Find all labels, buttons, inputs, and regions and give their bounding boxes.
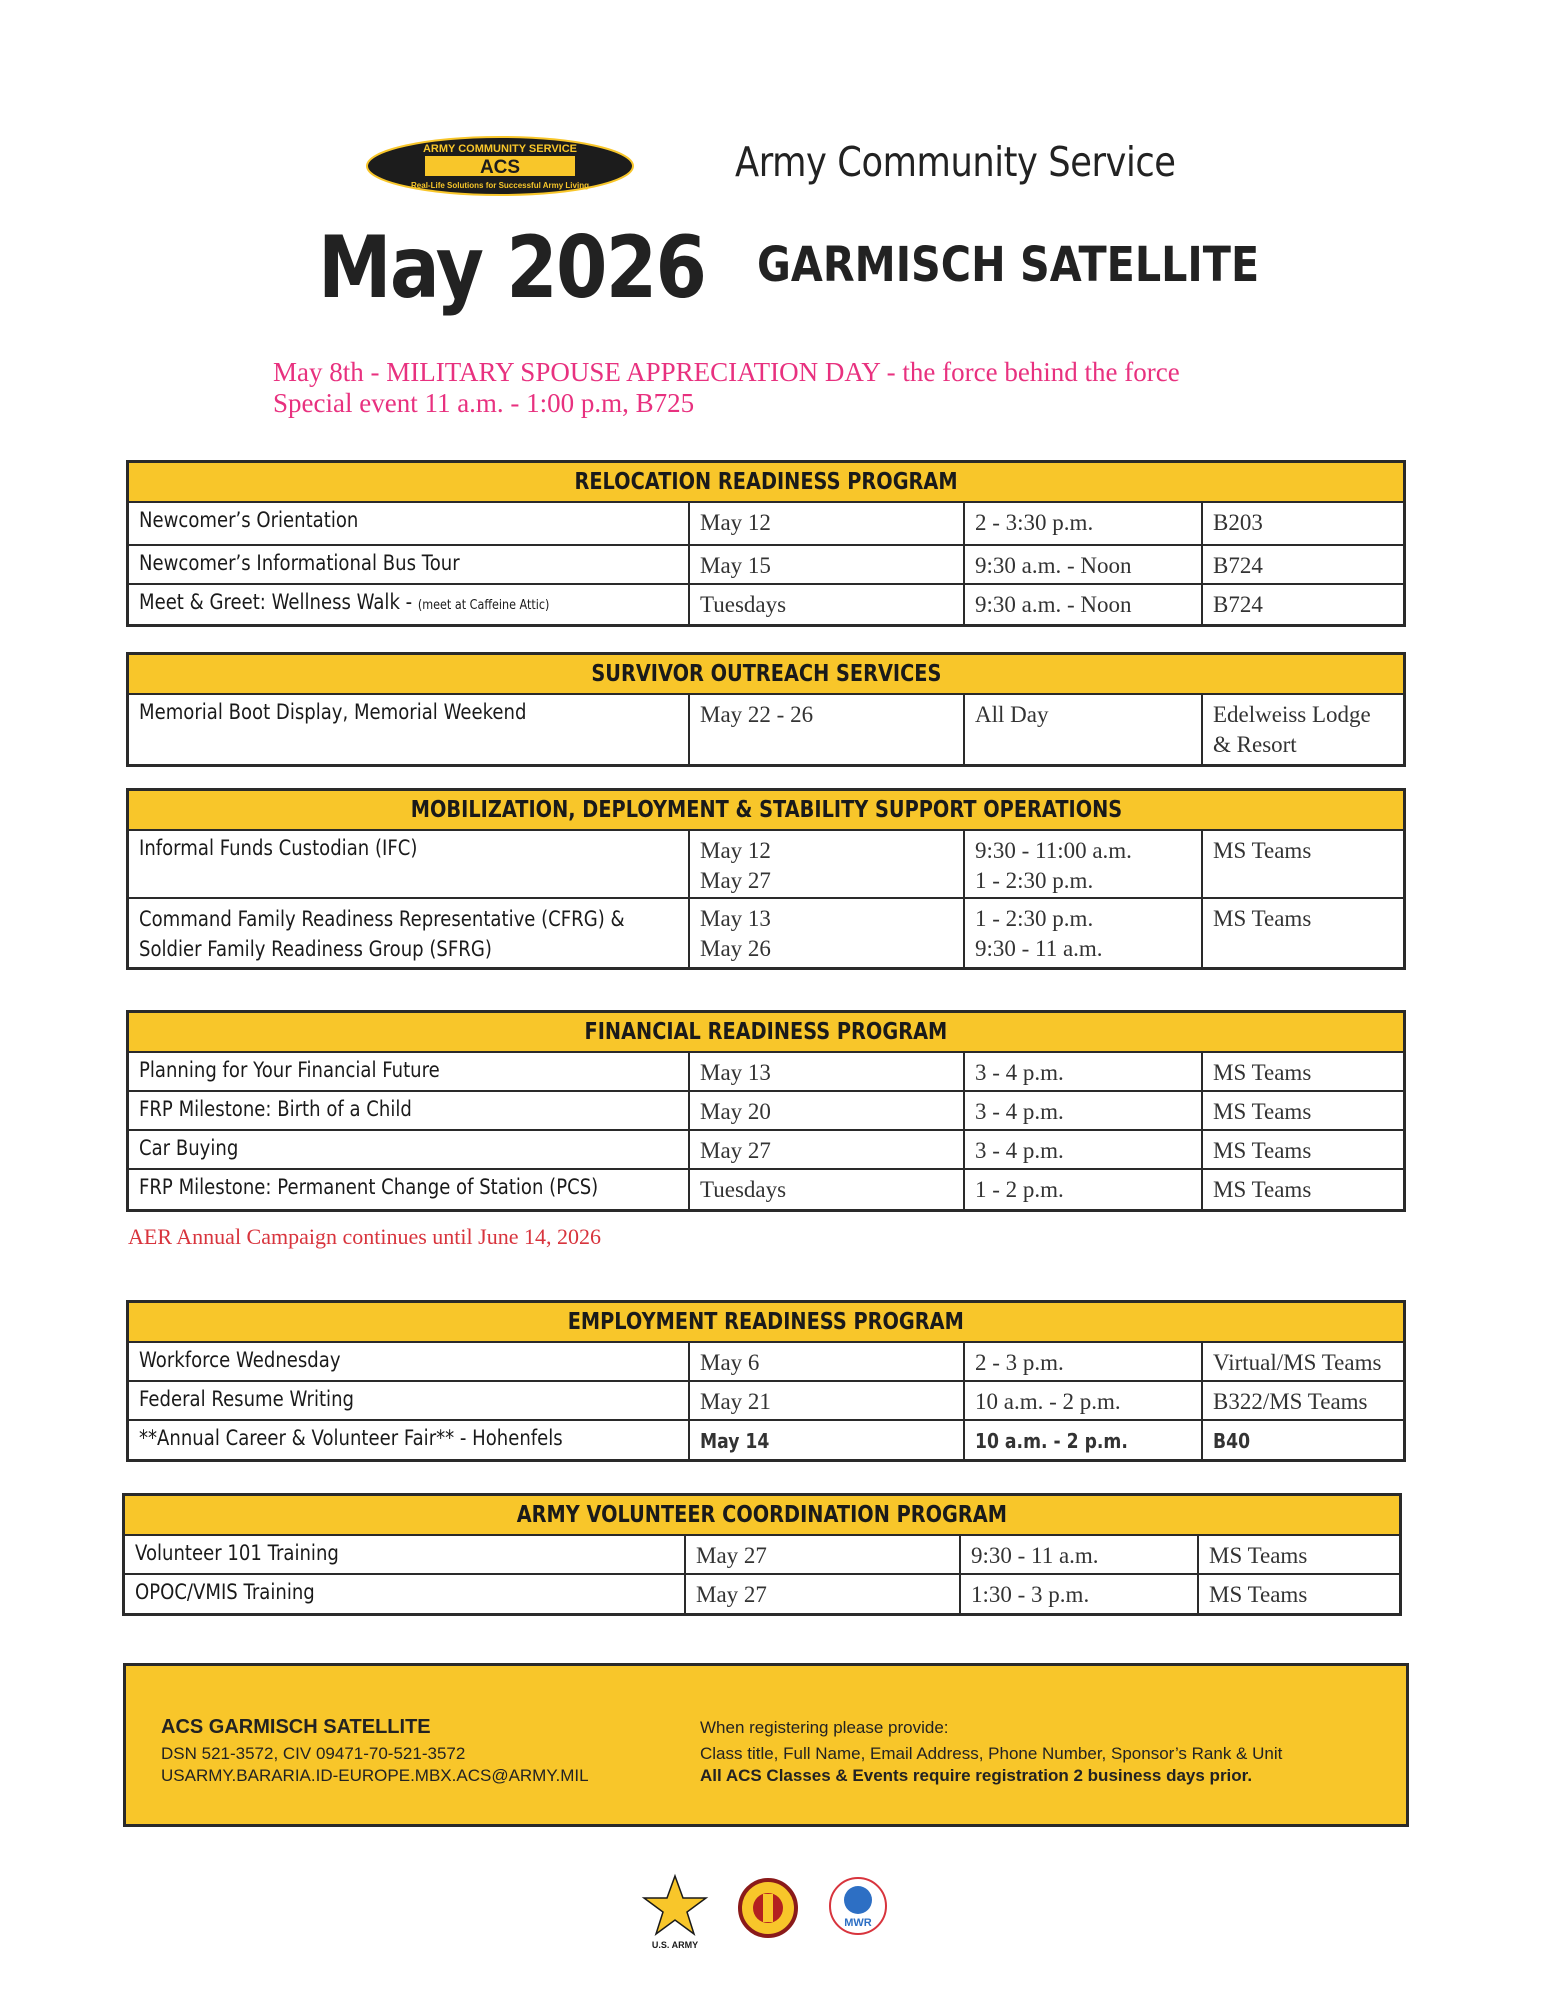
employment-section (126, 1300, 1406, 1462)
time-cell: 3 - 4 p.m. (965, 1053, 1203, 1090)
event-name-note: (meet at Caffeine Attic) (417, 598, 550, 613)
volunteer-section (122, 1493, 1402, 1616)
event-name-cell: Car Buying (129, 1131, 690, 1168)
location-cell: MS Teams (1209, 1582, 1308, 1607)
time-cell: 2 - 3 p.m. (965, 1343, 1203, 1380)
survivor-section (126, 652, 1406, 767)
announcement-line-1: May 8th - MILITARY SPOUSE APPRECIATION DAY - the force behind the force (273, 357, 1180, 387)
event-name-cell: Newcomer’s Informational Bus Tour (129, 546, 690, 583)
location-cell: MS Teams (1213, 906, 1312, 931)
event-name-cell: Newcomer’s Orientation (129, 503, 690, 544)
time-cell: 1:30 - 3 p.m. (961, 1575, 1199, 1613)
date-cell: Tuesdays (690, 585, 965, 624)
date-cell: Tuesdays (690, 1170, 965, 1209)
table-row (125, 1575, 1399, 1613)
time-cell: 10 a.m. - 2 p.m. (965, 1421, 1203, 1459)
event-name-cell: Volunteer 101 Training (125, 1536, 686, 1573)
location-cell: MS Teams (1213, 838, 1312, 863)
date-cell: May 22 - 26 (690, 695, 965, 764)
date-cell: May 15 (690, 546, 965, 583)
table-row (129, 585, 1403, 624)
event-name-cell: Meet & Greet: Wellness Walk - (meet at Caffeine Attic) (129, 585, 690, 624)
time-cell: 9:30 a.m. - Noon (965, 585, 1203, 624)
site-title: GARMISCH SATELLITE (757, 237, 1260, 293)
org-title: Army Community Service (735, 138, 1176, 186)
bottom-logos (640, 1870, 910, 1950)
logo-top-text: ARMY COMMUNITY SERVICE (422, 143, 578, 155)
event-name-cell: Memorial Boot Display, Memorial Weekend (129, 695, 690, 764)
acs-logo (365, 135, 635, 197)
event-name-cell: **Annual Career & Volunteer Fair** - Hohenfels (129, 1421, 690, 1459)
table-row (125, 1536, 1399, 1575)
event-name-cell: FRP Milestone: Permanent Change of Station (PCS) (129, 1170, 690, 1209)
date-cell: May 27 (686, 1536, 961, 1573)
date-cell: May 14 (690, 1421, 965, 1459)
date-cell: May 12 (690, 503, 965, 544)
footer-register-label: When registering please provide: (700, 1718, 949, 1737)
location-cell: Virtual/MS Teams (1213, 1350, 1382, 1375)
table-row (129, 1343, 1403, 1382)
month-title: May 2026 (318, 218, 706, 318)
table-row (129, 899, 1403, 967)
footer-registration-notice: All ACS Classes & Events require registration 2 business days prior. (700, 1766, 1253, 1785)
section-header: ARMY VOLUNTEER COORDINATION PROGRAM (125, 1496, 1399, 1536)
logo-acronym: ACS (479, 157, 521, 178)
location-cell: B724 (1213, 553, 1263, 578)
date-cell: May 12 May 27 (690, 831, 965, 897)
table-row (129, 1092, 1403, 1131)
mwr-logo-text: MWR (844, 1917, 872, 1929)
table-row (129, 831, 1403, 899)
date-cell: May 27 (686, 1575, 961, 1613)
section-header: EMPLOYMENT READINESS PROGRAM (129, 1303, 1403, 1343)
table-row (129, 1131, 1403, 1170)
event-name-cell: Federal Resume Writing (129, 1382, 690, 1419)
army-logo-text: U.S. ARMY (651, 1940, 699, 1950)
us-army-star-icon (644, 1876, 706, 1950)
location-cell: Edelweiss Lodge & Resort (1213, 702, 1371, 757)
table-row (129, 546, 1403, 585)
table-row (129, 695, 1403, 764)
location-cell: MS Teams (1213, 1060, 1312, 1085)
location-cell: MS Teams (1209, 1543, 1308, 1568)
table-row (129, 1421, 1403, 1459)
location-cell: B322/MS Teams (1213, 1389, 1368, 1414)
location-cell: MS Teams (1213, 1099, 1312, 1124)
location-cell: B203 (1213, 510, 1263, 535)
section-header: RELOCATION READINESS PROGRAM (129, 463, 1403, 503)
date-cell: May 6 (690, 1343, 965, 1380)
date-cell: May 13 (690, 1053, 965, 1090)
event-name-cell: Workforce Wednesday (129, 1343, 690, 1380)
date-cell: May 21 (690, 1382, 965, 1419)
date-cell: May 13 May 26 (690, 899, 965, 967)
contact-footer (123, 1663, 1409, 1827)
time-cell: 2 - 3:30 p.m. (965, 503, 1203, 544)
time-cell: 9:30 - 11 a.m. (961, 1536, 1199, 1573)
announcement-line-2: Special event 11 a.m. - 1:00 p.m, B725 (273, 388, 695, 418)
time-cell: 1 - 2 p.m. (965, 1170, 1203, 1209)
mobilization-section (126, 788, 1406, 970)
time-cell: 3 - 4 p.m. (965, 1131, 1203, 1168)
table-row (129, 1382, 1403, 1421)
table-row (129, 1170, 1403, 1209)
relocation-section (126, 460, 1406, 627)
section-header: MOBILIZATION, DEPLOYMENT & STABILITY SUPPORT OPERATIONS (129, 791, 1403, 831)
financial-section (126, 1010, 1406, 1212)
event-name-cell: Informal Funds Custodian (IFC) (129, 831, 690, 897)
location-cell: B40 (1213, 1429, 1251, 1453)
footer-email[interactable]: USARMY.BARARIA.ID-EUROPE.MBX.ACS@ARMY.MIL (161, 1766, 589, 1785)
logo-tagline: Real-Life Solutions for Successful Army Living (411, 181, 589, 190)
date-cell: May 20 (690, 1092, 965, 1129)
event-name-cell: FRP Milestone: Birth of a Child (129, 1092, 690, 1129)
time-cell: All Day (965, 695, 1203, 764)
event-name-cell: Planning for Your Financial Future (129, 1053, 690, 1090)
aer-campaign-note: AER Annual Campaign continues until June 14, 2026 (128, 1224, 601, 1249)
installation-crest-icon (740, 1880, 796, 1936)
location-cell: MS Teams (1213, 1138, 1312, 1163)
time-cell: 9:30 a.m. - Noon (965, 546, 1203, 583)
footer-register-fields: Class title, Full Name, Email Address, Phone Number, Sponsor’s Rank & Unit (700, 1744, 1283, 1763)
event-name-cell: OPOC/VMIS Training (125, 1575, 686, 1613)
time-cell: 10 a.m. - 2 p.m. (965, 1382, 1203, 1419)
section-header: FINANCIAL READINESS PROGRAM (129, 1013, 1403, 1053)
date-cell: May 27 (690, 1131, 965, 1168)
mwr-logo-icon (830, 1878, 886, 1934)
section-header: SURVIVOR OUTREACH SERVICES (129, 655, 1403, 695)
time-cell: 1 - 2:30 p.m. 9:30 - 11 a.m. (965, 899, 1203, 967)
footer-org-name: ACS GARMISCH SATELLITE (161, 1716, 431, 1738)
footer-phone: DSN 521-3572, CIV 09471-70-521-3572 (161, 1744, 466, 1763)
location-cell: B724 (1213, 592, 1263, 617)
table-row (129, 1053, 1403, 1092)
event-name-cell: Command Family Readiness Representative (CFRG) & Soldier Family Readiness Group (SFRG) (129, 899, 690, 967)
time-cell: 3 - 4 p.m. (965, 1092, 1203, 1129)
time-cell: 9:30 - 11:00 a.m. 1 - 2:30 p.m. (965, 831, 1203, 897)
location-cell: MS Teams (1213, 1177, 1312, 1202)
table-row (129, 503, 1403, 546)
